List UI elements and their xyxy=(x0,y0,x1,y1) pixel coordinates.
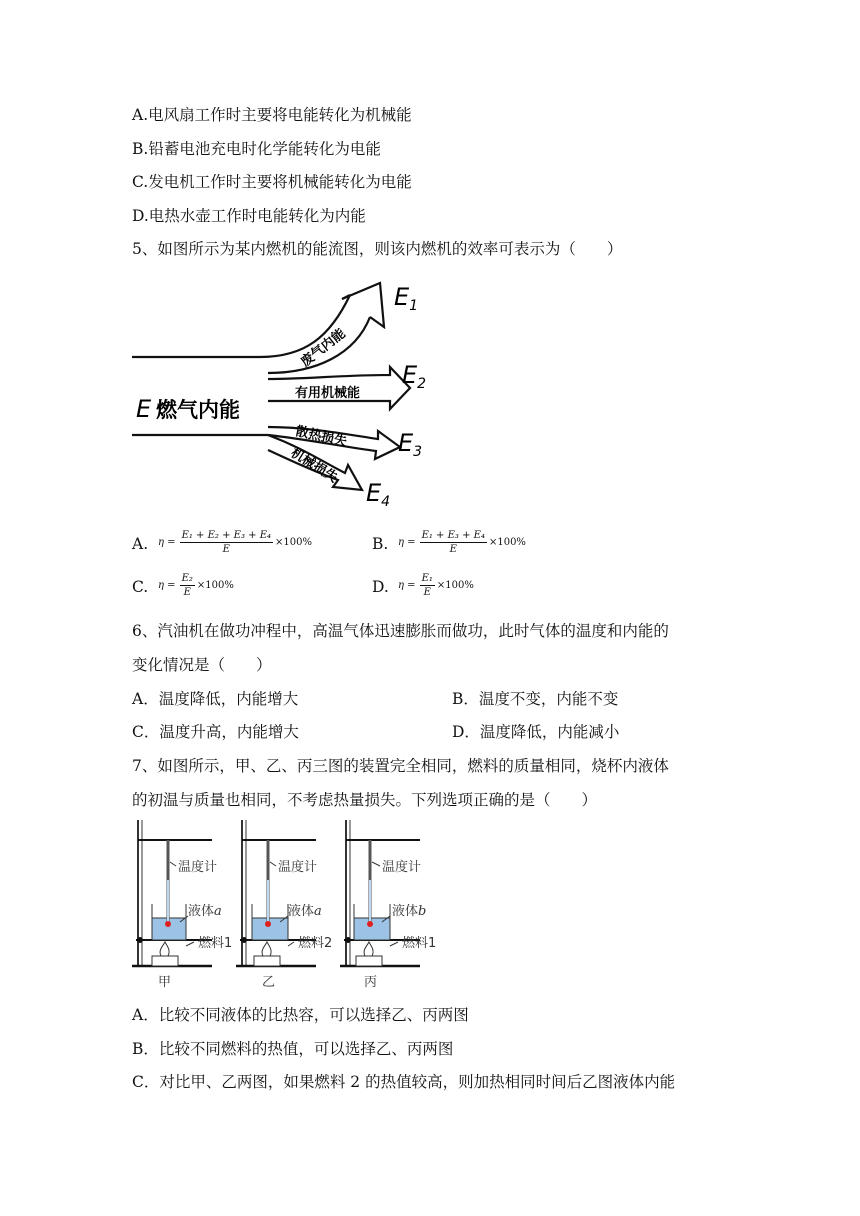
q7-option-c: C．对比甲、乙两图，如果燃料 2 的热值较高，则加热相同时间后乙图液体内能 xyxy=(132,1073,676,1091)
q7-option-b: B．比较不同燃料的热值，可以选择乙、丙两图 xyxy=(132,1040,454,1058)
fuel-label: 燃料1 xyxy=(402,936,437,951)
setup-yi xyxy=(236,820,332,990)
setup-jia xyxy=(132,820,232,990)
thermometer-label: 温度计 xyxy=(382,860,422,875)
e1-symbol: $E_1$ xyxy=(394,283,419,314)
q4-option-c: C.发电机工作时主要将机械能转化为电能 xyxy=(132,173,412,191)
e4-flow-label: 机械损失 xyxy=(287,445,340,486)
fuel-label: 燃料1 xyxy=(198,936,233,951)
q5-option-b: B. η = $\frac{\text{E₁ + E₃ + E₄}}{E}$ ×100% xyxy=(372,530,526,555)
e2-symbol: $E_2$ xyxy=(402,361,427,392)
setup-bing xyxy=(340,820,436,990)
e3-symbol: $E_3$ xyxy=(398,429,423,460)
thermometer-label: 温度计 xyxy=(278,860,318,875)
q7-stem-line1: 7、如图所示，甲、乙、丙三图的装置完全相同，燃料的质量相同，烧杯内液体 xyxy=(132,757,669,775)
q6-stem-line2: 变化情况是（ ） xyxy=(132,656,272,674)
q6-option-c: C．温度升高，内能增大 xyxy=(132,723,299,741)
setup-caption: 乙 xyxy=(262,975,276,990)
q4-option-b: B.铅蓄电池充电时化学能转化为电能 xyxy=(132,140,381,158)
q6-option-a: A．温度降低，内能增大 xyxy=(132,690,299,708)
thermometer-label: 温度计 xyxy=(178,860,218,875)
q5-option-c: C. η = $\frac{\text{E₂}}{E}$ ×100% xyxy=(132,573,234,598)
e3-flow-label: 散热损失 xyxy=(294,424,349,450)
q6-option-d: D．温度降低，内能减小 xyxy=(452,723,620,741)
q6-stem-line1: 6、汽油机在做功冲程中，高温气体迅速膨胀而做功，此时气体的温度和内能的 xyxy=(132,622,669,640)
source-label: 燃气内能 xyxy=(156,398,240,422)
liquid-label: 液体b xyxy=(392,904,427,919)
q5-option-a: A. η = $\frac{\text{E₁ + E₂ + E₃ + E₄}}{E}$ ×100% xyxy=(132,530,312,555)
liquid-label: 液体a xyxy=(288,904,322,919)
q4-option-a: A.电风扇工作时主要将电能转化为机械能 xyxy=(132,106,412,124)
q6-option-b: B．温度不变，内能不变 xyxy=(452,690,619,708)
e2-flow-label: 有用机械能 xyxy=(295,386,361,401)
fuel-label: 燃料2 xyxy=(298,936,333,951)
source-symbol: E xyxy=(136,395,152,423)
e4-symbol: $E_4$ xyxy=(366,479,391,510)
energy-flow-diagram xyxy=(130,275,440,515)
q5-option-d: D. η = $\frac{\text{E₁}}{E}$ ×100% xyxy=(372,573,474,598)
apparatus-figure xyxy=(128,818,448,996)
liquid-label: 液体a xyxy=(188,904,222,919)
e1-flow-label: 废气内能 xyxy=(298,326,349,371)
q7-stem-line2: 的初温与质量也相同，不考虑热量损失。下列选项正确的是（ ） xyxy=(132,791,598,809)
q4-option-d: D.电热水壶工作时电能转化为内能 xyxy=(132,207,366,225)
setup-caption: 丙 xyxy=(364,975,378,990)
q7-option-a: A．比较不同液体的比热容，可以选择乙、丙两图 xyxy=(132,1006,469,1024)
q5-stem: 5、如图所示为某内燃机的能流图，则该内燃机的效率可表示为（ ） xyxy=(132,240,623,258)
setup-caption: 甲 xyxy=(158,975,172,990)
